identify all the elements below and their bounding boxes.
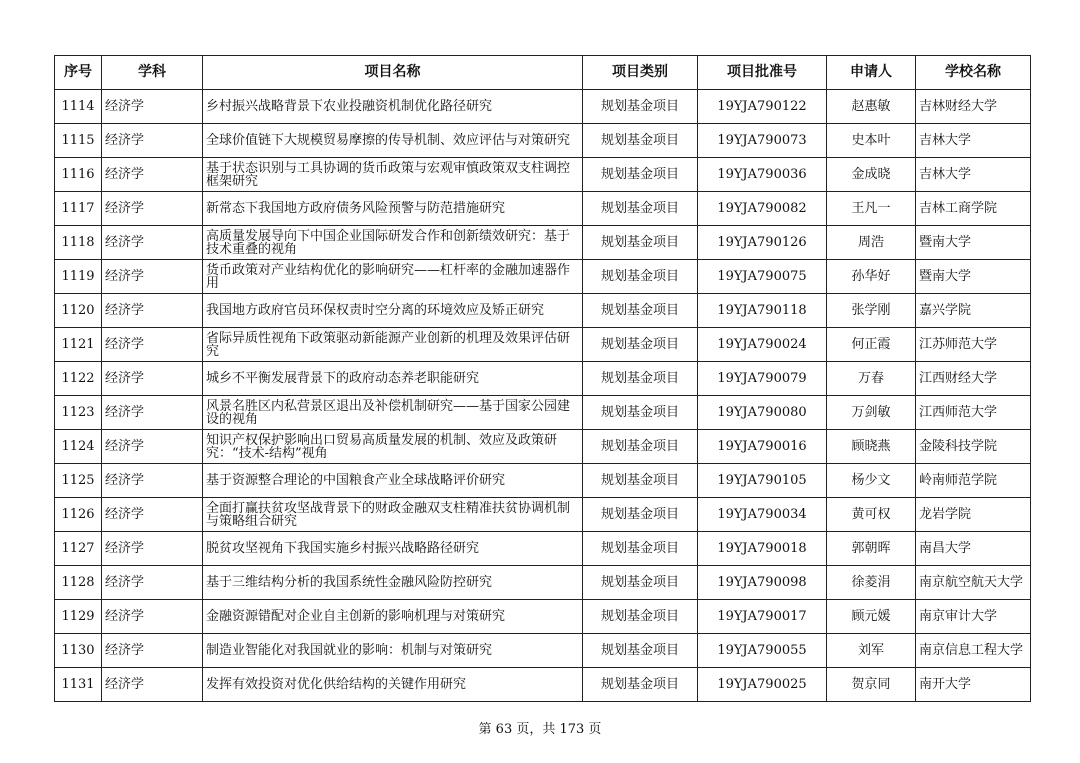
discipline-cell: 经济学 [102, 124, 203, 158]
table-row [55, 124, 1031, 158]
project-category-cell: 规划基金项目 [583, 90, 698, 124]
applicant-cell: 周浩 [827, 226, 916, 260]
project-name-cell: 新常态下我国地方政府债务风险预警与防范措施研究 [203, 192, 583, 226]
approval-number-cell: 19YJA790079 [698, 362, 827, 396]
school-name-cell: 暨南大学 [916, 226, 1031, 260]
project-name-cell: 货币政策对产业结构优化的影响研究——杠杆率的金融加速器作用 [203, 260, 583, 294]
serial-cell: 1121 [55, 328, 102, 362]
project-name-cell: 基于状态识别与工具协调的货币政策与宏观审慎政策双支柱调控框架研究 [203, 158, 583, 192]
school-name-cell: 吉林大学 [916, 124, 1031, 158]
project-category-cell: 规划基金项目 [583, 226, 698, 260]
project-category-cell: 规划基金项目 [583, 464, 698, 498]
project-category-cell: 规划基金项目 [583, 362, 698, 396]
table-row [55, 226, 1031, 260]
approval-number-cell: 19YJA790034 [698, 498, 827, 532]
project-category-cell: 规划基金项目 [583, 430, 698, 464]
table-row [55, 532, 1031, 566]
applicant-cell: 贺京同 [827, 668, 916, 702]
approval-number-cell: 19YJA790105 [698, 464, 827, 498]
approval-number-cell: 19YJA790122 [698, 90, 827, 124]
applicant-cell: 刘军 [827, 634, 916, 668]
school-name-cell: 南京信息工程大学 [916, 634, 1031, 668]
project-name-cell: 脱贫攻坚视角下我国实施乡村振兴战略路径研究 [203, 532, 583, 566]
table-row [55, 90, 1031, 124]
table-row [55, 464, 1031, 498]
discipline-cell: 经济学 [102, 294, 203, 328]
project-name-cell: 制造业智能化对我国就业的影响：机制与对策研究 [203, 634, 583, 668]
discipline-cell: 经济学 [102, 260, 203, 294]
applicant-cell: 徐菱涓 [827, 566, 916, 600]
serial-cell: 1129 [55, 600, 102, 634]
school-name-cell: 南京航空航天大学 [916, 566, 1031, 600]
header-discipline: 学科 [102, 56, 203, 90]
serial-cell: 1122 [55, 362, 102, 396]
approval-number-cell: 19YJA790075 [698, 260, 827, 294]
project-category-cell: 规划基金项目 [583, 396, 698, 430]
applicant-cell: 万春 [827, 362, 916, 396]
table-row [55, 566, 1031, 600]
table-row [55, 498, 1031, 532]
project-name-cell: 全球价值链下大规模贸易摩擦的传导机制、效应评估与对策研究 [203, 124, 583, 158]
table-row [55, 260, 1031, 294]
project-name-cell: 金融资源错配对企业自主创新的影响机理与对策研究 [203, 600, 583, 634]
school-name-cell: 吉林工商学院 [916, 192, 1031, 226]
school-name-cell: 吉林大学 [916, 158, 1031, 192]
table-row [55, 192, 1031, 226]
applicant-cell: 金成晓 [827, 158, 916, 192]
approval-number-cell: 19YJA790017 [698, 600, 827, 634]
header-project-name: 项目名称 [203, 56, 583, 90]
table-row [55, 668, 1031, 702]
school-name-cell: 吉林财经大学 [916, 90, 1031, 124]
approval-number-cell: 19YJA790118 [698, 294, 827, 328]
discipline-cell: 经济学 [102, 226, 203, 260]
project-name-cell: 发挥有效投资对优化供给结构的关键作用研究 [203, 668, 583, 702]
serial-cell: 1120 [55, 294, 102, 328]
school-name-cell: 龙岩学院 [916, 498, 1031, 532]
applicant-cell: 何正霞 [827, 328, 916, 362]
project-category-cell: 规划基金项目 [583, 532, 698, 566]
project-name-cell: 高质量发展导向下中国企业国际研发合作和创新绩效研究：基于技术重叠的视角 [203, 226, 583, 260]
project-name-cell: 基于资源整合理论的中国粮食产业全球战略评价研究 [203, 464, 583, 498]
school-name-cell: 江苏师范大学 [916, 328, 1031, 362]
serial-cell: 1116 [55, 158, 102, 192]
applicant-cell: 孙华好 [827, 260, 916, 294]
project-name-cell: 我国地方政府官员环保权责时空分离的环境效应及矫正研究 [203, 294, 583, 328]
table-row [55, 430, 1031, 464]
project-name-cell: 基于三维结构分析的我国系统性金融风险防控研究 [203, 566, 583, 600]
school-name-cell: 岭南师范学院 [916, 464, 1031, 498]
school-name-cell: 南开大学 [916, 668, 1031, 702]
serial-cell: 1130 [55, 634, 102, 668]
approval-number-cell: 19YJA790098 [698, 566, 827, 600]
serial-cell: 1119 [55, 260, 102, 294]
project-name-cell: 全面打赢扶贫攻坚战背景下的财政金融双支柱精准扶贫协调机制与策略组合研究 [203, 498, 583, 532]
serial-cell: 1117 [55, 192, 102, 226]
applicant-cell: 赵惠敏 [827, 90, 916, 124]
project-name-cell: 风景名胜区内私营景区退出及补偿机制研究——基于国家公园建设的视角 [203, 396, 583, 430]
table-row [55, 294, 1031, 328]
table-header-row [55, 56, 1031, 90]
project-name-cell: 省际异质性视角下政策驱动新能源产业创新的机理及效果评估研究 [203, 328, 583, 362]
project-category-cell: 规划基金项目 [583, 294, 698, 328]
project-category-cell: 规划基金项目 [583, 634, 698, 668]
applicant-cell: 顾晓燕 [827, 430, 916, 464]
approval-number-cell: 19YJA790073 [698, 124, 827, 158]
discipline-cell: 经济学 [102, 158, 203, 192]
header-school-name: 学校名称 [916, 56, 1031, 90]
project-category-cell: 规划基金项目 [583, 498, 698, 532]
approval-number-cell: 19YJA790126 [698, 226, 827, 260]
applicant-cell: 史本叶 [827, 124, 916, 158]
applicant-cell: 万剑敏 [827, 396, 916, 430]
project-name-cell: 知识产权保护影响出口贸易高质量发展的机制、效应及政策研究：“技术-结构”视角 [203, 430, 583, 464]
table-row [55, 362, 1031, 396]
school-name-cell: 南昌大学 [916, 532, 1031, 566]
discipline-cell: 经济学 [102, 498, 203, 532]
approval-number-cell: 19YJA790080 [698, 396, 827, 430]
table-row [55, 634, 1031, 668]
project-table [54, 55, 1031, 702]
table-row [55, 600, 1031, 634]
serial-cell: 1115 [55, 124, 102, 158]
serial-cell: 1114 [55, 90, 102, 124]
discipline-cell: 经济学 [102, 566, 203, 600]
applicant-cell: 杨少文 [827, 464, 916, 498]
discipline-cell: 经济学 [102, 464, 203, 498]
serial-cell: 1126 [55, 498, 102, 532]
applicant-cell: 张学刚 [827, 294, 916, 328]
discipline-cell: 经济学 [102, 532, 203, 566]
discipline-cell: 经济学 [102, 192, 203, 226]
discipline-cell: 经济学 [102, 430, 203, 464]
project-category-cell: 规划基金项目 [583, 328, 698, 362]
applicant-cell: 王凡一 [827, 192, 916, 226]
discipline-cell: 经济学 [102, 396, 203, 430]
serial-cell: 1127 [55, 532, 102, 566]
discipline-cell: 经济学 [102, 90, 203, 124]
school-name-cell: 江西师范大学 [916, 396, 1031, 430]
table-row [55, 328, 1031, 362]
serial-cell: 1123 [55, 396, 102, 430]
table-row [55, 396, 1031, 430]
approval-number-cell: 19YJA790024 [698, 328, 827, 362]
school-name-cell: 暨南大学 [916, 260, 1031, 294]
header-approval-number: 项目批准号 [698, 56, 827, 90]
project-name-cell: 城乡不平衡发展背景下的政府动态养老职能研究 [203, 362, 583, 396]
serial-cell: 1131 [55, 668, 102, 702]
project-category-cell: 规划基金项目 [583, 124, 698, 158]
approval-number-cell: 19YJA790018 [698, 532, 827, 566]
serial-cell: 1128 [55, 566, 102, 600]
discipline-cell: 经济学 [102, 600, 203, 634]
school-name-cell: 江西财经大学 [916, 362, 1031, 396]
discipline-cell: 经济学 [102, 362, 203, 396]
project-category-cell: 规划基金项目 [583, 566, 698, 600]
serial-cell: 1125 [55, 464, 102, 498]
applicant-cell: 黄可权 [827, 498, 916, 532]
approval-number-cell: 19YJA790016 [698, 430, 827, 464]
school-name-cell: 嘉兴学院 [916, 294, 1031, 328]
applicant-cell: 顾元媛 [827, 600, 916, 634]
school-name-cell: 南京审计大学 [916, 600, 1031, 634]
header-applicant: 申请人 [827, 56, 916, 90]
serial-cell: 1124 [55, 430, 102, 464]
school-name-cell: 金陵科技学院 [916, 430, 1031, 464]
project-category-cell: 规划基金项目 [583, 600, 698, 634]
discipline-cell: 经济学 [102, 328, 203, 362]
table-row [55, 158, 1031, 192]
approval-number-cell: 19YJA790036 [698, 158, 827, 192]
approval-number-cell: 19YJA790082 [698, 192, 827, 226]
header-project-category: 项目类别 [583, 56, 698, 90]
project-category-cell: 规划基金项目 [583, 192, 698, 226]
approval-number-cell: 19YJA790025 [698, 668, 827, 702]
serial-cell: 1118 [55, 226, 102, 260]
project-name-cell: 乡村振兴战略背景下农业投融资机制优化路径研究 [203, 90, 583, 124]
project-category-cell: 规划基金项目 [583, 158, 698, 192]
table-body [55, 90, 1031, 702]
applicant-cell: 郭朝晖 [827, 532, 916, 566]
project-category-cell: 规划基金项目 [583, 668, 698, 702]
project-category-cell: 规划基金项目 [583, 260, 698, 294]
header-serial: 序号 [55, 56, 102, 90]
discipline-cell: 经济学 [102, 634, 203, 668]
approval-number-cell: 19YJA790055 [698, 634, 827, 668]
discipline-cell: 经济学 [102, 668, 203, 702]
page-footer: 第 63 页，共 173 页 [478, 722, 602, 737]
